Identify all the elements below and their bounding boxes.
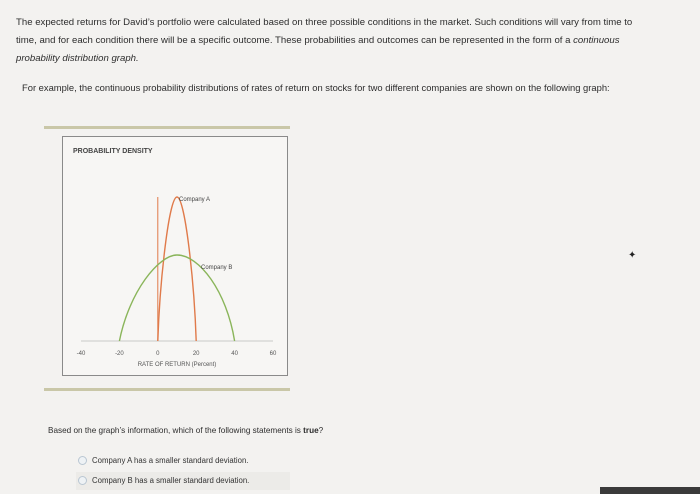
probability-chart bbox=[62, 136, 288, 376]
mouse-cursor-icon: ✦ bbox=[628, 250, 637, 261]
intro-line-3 bbox=[16, 50, 692, 68]
question-text bbox=[48, 426, 323, 435]
radio-icon[interactable] bbox=[78, 476, 87, 485]
x-tick-label: 40 bbox=[231, 351, 238, 357]
intro-line-2-em: continuous bbox=[573, 35, 620, 46]
intro-line-3-em: probability distribution graph. bbox=[16, 53, 139, 64]
y-axis-label: PROBABILITY DENSITY bbox=[73, 148, 153, 155]
intro-paragraph bbox=[16, 14, 692, 68]
series-label-a: Company A bbox=[179, 197, 211, 203]
question-prefix: Based on the graph’s information, which of the following statements is bbox=[48, 426, 304, 435]
question-bold: true bbox=[303, 426, 319, 435]
series-curve-a bbox=[158, 197, 196, 341]
x-tick-label: -40 bbox=[76, 351, 86, 357]
option-a[interactable] bbox=[78, 456, 248, 465]
option-b-label: Company B has a smaller standard deviation. bbox=[92, 476, 250, 485]
screen-edge-bar bbox=[600, 487, 700, 494]
intro-line-1: The expected returns for David’s portfolio were calculated based on three possible conditions in the market. Such conditions will vary from time to bbox=[16, 17, 633, 28]
x-tick-label: 0 bbox=[156, 351, 160, 357]
intro-line-2-text: time, and for each condition there will be a specific outcome. These probabilities and outcomes can be represented in the form of a bbox=[16, 35, 574, 46]
divider-top bbox=[44, 126, 290, 129]
x-tick-label: 20 bbox=[192, 351, 200, 357]
question-suffix: ? bbox=[318, 426, 324, 435]
x-tick-label: 60 bbox=[269, 351, 277, 357]
x-axis-label: RATE OF RETURN (Percent) bbox=[137, 362, 217, 368]
x-tick-label: -20 bbox=[115, 351, 124, 357]
option-a-label: Company A has a smaller standard deviation. bbox=[92, 456, 249, 465]
example-text: For example, the continuous probability distributions of rates of return on stocks for two different companies are shown on the following graph: bbox=[22, 82, 610, 93]
series-label-b: Company B bbox=[201, 265, 233, 271]
option-b[interactable] bbox=[78, 476, 249, 485]
chart-svg bbox=[63, 137, 289, 377]
radio-icon[interactable] bbox=[78, 456, 87, 465]
intro-line-2 bbox=[16, 32, 692, 50]
divider-bottom bbox=[44, 388, 290, 391]
